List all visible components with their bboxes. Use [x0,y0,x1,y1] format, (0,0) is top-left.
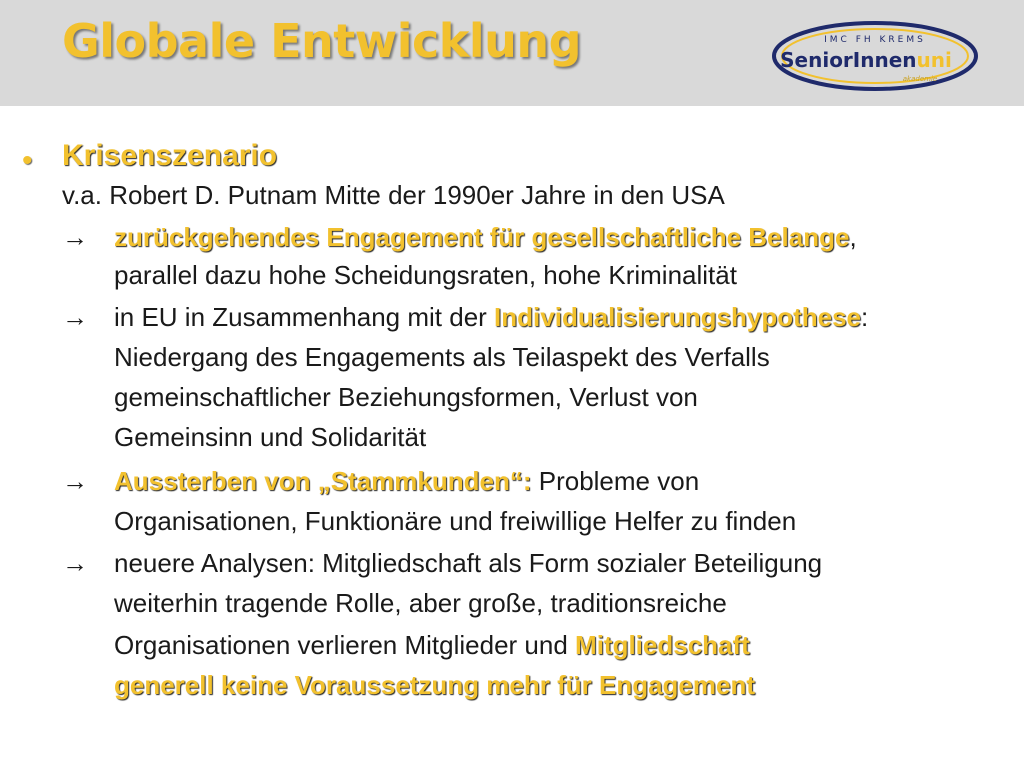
point-4-highlight-b: generell keine Voraussetzung mehr für Engagement [114,670,756,700]
point-2-line-1: in EU in Zusammenhang mit der Individualisierungshypothese: [114,302,869,332]
arrow-icon: → [62,466,88,496]
point-2-highlight: Individualisierungshypothese [494,302,862,332]
logo-small-text: akademie [902,75,938,83]
point-4-line-3: Organisationen verlieren Mitglieder und Mitgliedschaft [114,630,750,660]
point-1-line-2: parallel dazu hohe Scheidungsraten, hohe Kriminalität [114,260,737,290]
point-2-line-3: gemeinschaftlicher Beziehungsformen, Verlust von [114,382,698,412]
logo-brand-accent: uni [916,48,952,72]
point-1-highlight: zurückgehendes Engagement für gesellschaftliche Belange [114,222,850,252]
slide-title: Globale Entwicklung [62,14,582,68]
arrow-icon: → [62,302,88,332]
arrow-icon: → [62,548,88,578]
arrow-icon: → [62,222,88,252]
point-3-line-1: Aussterben von „Stammkunden“: Probleme von [114,466,700,496]
point-4-line-1: neuere Analysen: Mitgliedschaft als Form sozialer Beteiligung [114,548,823,578]
point-4-highlight-a: Mitgliedschaft [575,630,750,660]
section-heading: Krisenszenario [62,139,278,172]
point-4-line-2: weiterhin tragende Rolle, aber große, traditionsreiche [114,588,727,618]
intro-line: v.a. Robert D. Putnam Mitte der 1990er Jahre in den USA [62,180,725,210]
point-1-line-1: zurückgehendes Engagement für gesellschaftliche Belange, [114,222,857,252]
point-3-line-2: Organisationen, Funktionäre und freiwillige Helfer zu finden [114,506,797,536]
bullet-dot-icon: • [22,144,33,177]
point-3-highlight: Aussterben von „Stammkunden“: [114,466,532,496]
point-2-line-4: Gemeinsinn und Solidarität [114,422,427,452]
point-2-line-2: Niedergang des Engagements als Teilaspekt des Verfalls [114,342,770,372]
logo-top-text: IMC FH KREMS [824,35,926,45]
logo-brand-text: SeniorInnen [780,48,917,72]
